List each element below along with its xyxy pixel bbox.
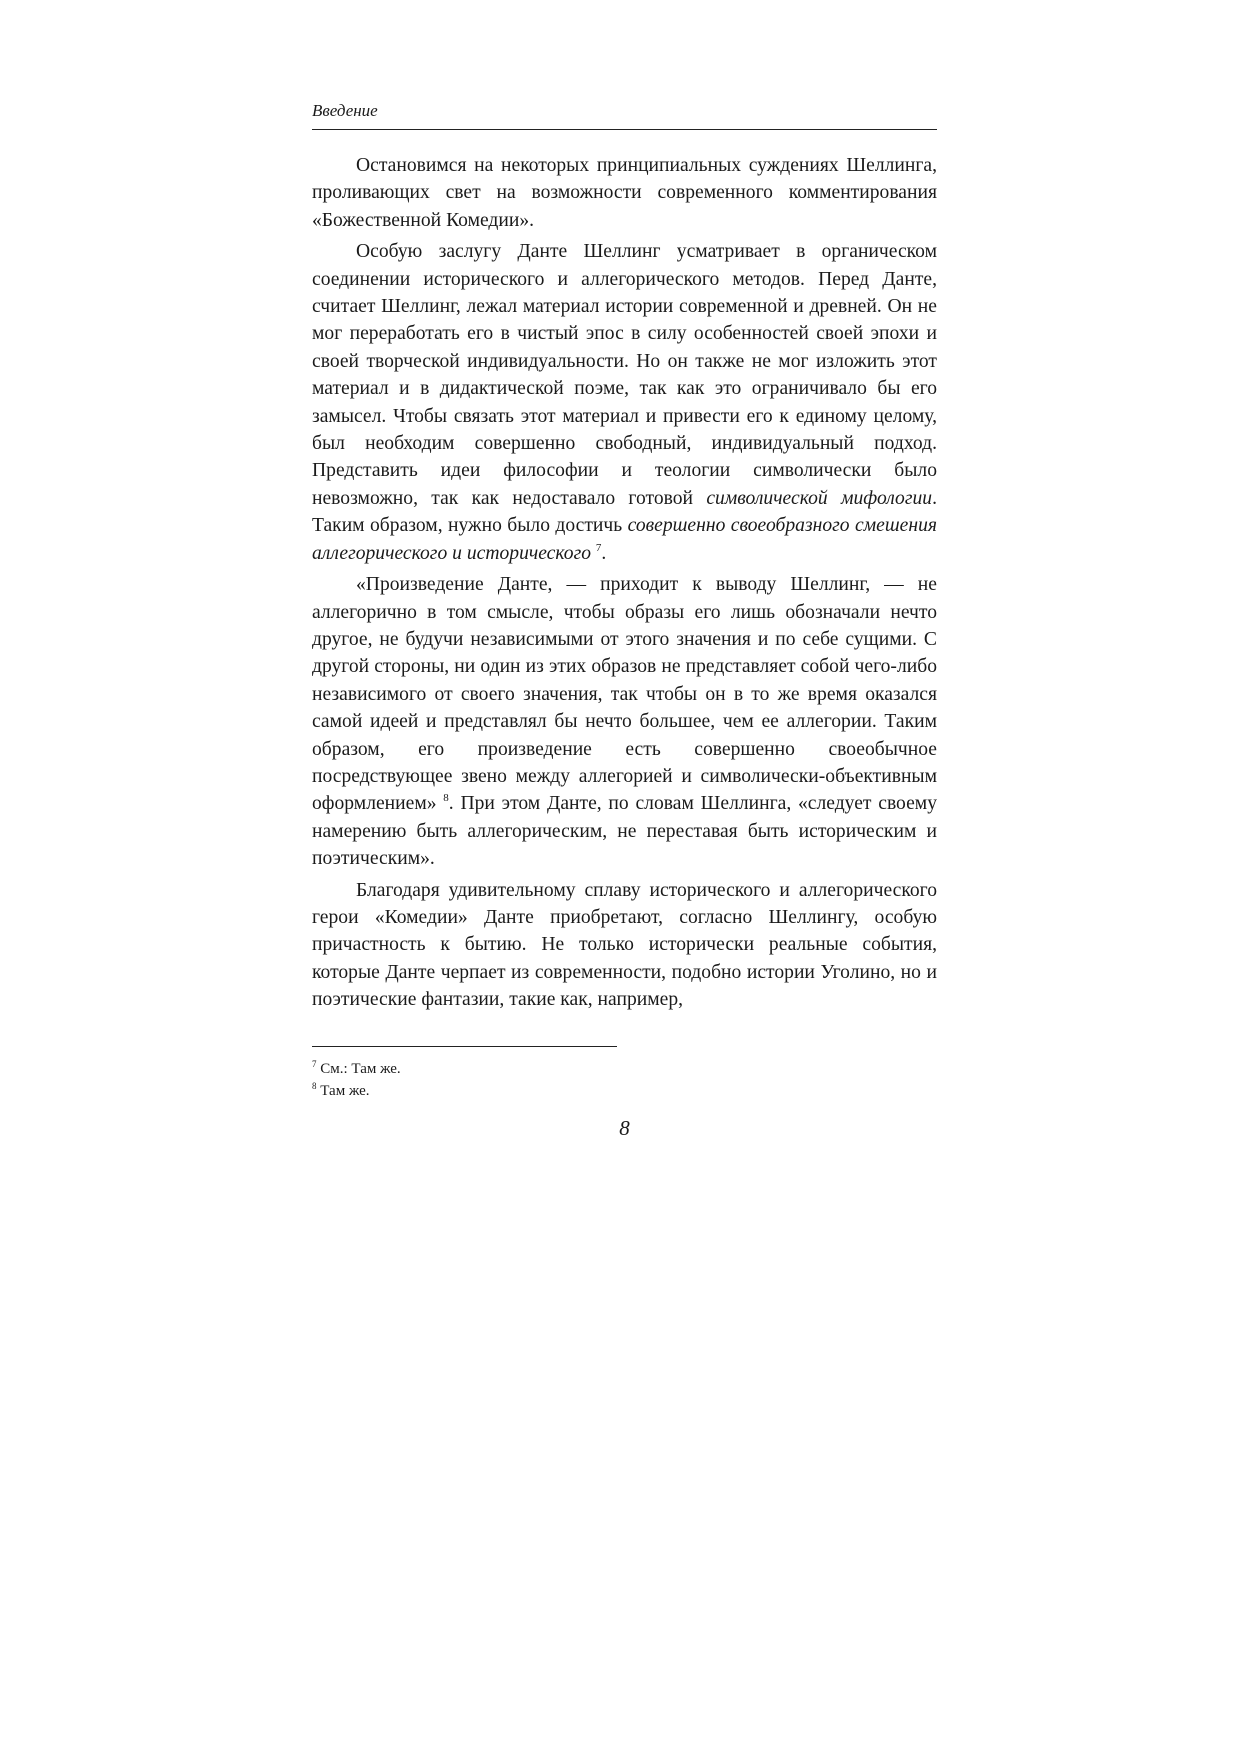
text-run: Остановимся на некоторых принципиальных суждениях Шеллинга, проливающих свет на возможности современного комментирования «Божественной Комедии». (312, 155, 937, 231)
footnote-ref: 7 (595, 541, 602, 554)
text-run: . Таким образом, нужно было достичь (312, 487, 937, 537)
footnote-ref: 8 (443, 792, 449, 805)
paragraph (312, 571, 937, 872)
footnote-text: См.: Там же. (320, 1061, 401, 1077)
text-run: . (601, 542, 607, 564)
italic-text: совершенно своеобразного смешения аллегорического и исторического (312, 515, 937, 564)
running-head: Введение (312, 101, 378, 120)
footnote-rule (312, 1046, 617, 1047)
header-rule (312, 129, 937, 130)
body-text (312, 152, 937, 1018)
paragraph (312, 877, 937, 1014)
text-run: Благодаря удивительному сплаву исторического и аллегорического герои «Комедии» Данте приобретают, согласно Шеллингу, особую причастность к бытию. Не только исторически реальные события, которые Данте черпает из современности, подобно истории Уголино, но и поэтические фантазии, такие как, например, (312, 879, 937, 1011)
text-run: «Произведение Данте, — приходит к выводу Шеллинг, — не аллегорично в том смысле, чтобы образы его лишь обозначали нечто другое, не будучи независимыми от этого значения и по себе сущими. С другой стороны, ни один из этих образов не представляет собой чего-либо независимого от своего значения, так чтобы он в то же время оказался самой идеей и представлял бы нечто большее, чем ее аллегории. Таким образом, его произведение есть совершенно своеобычное посредствующее звено между аллегорией и символически-объективным оформлением» (312, 574, 937, 815)
footnote (312, 1080, 937, 1102)
text-run: Особую заслугу Данте Шеллинг усматривает в органическом соединении исторического и аллегорического методов. Перед Данте, считает Шеллинг, лежал материал истории современной и древней. Он не мог переработать его в чистый эпос в силу особенностей своей эпохи и своей творческой индивидуальности. Но он также не мог изложить этот материал и в дидактической поэме, так как это ограничивало бы его замысел. Чтобы связать этот материал и привести его к единому целому, был необходим совершенно свободный, индивидуальный подход. Представить идеи философии и теологии символически было невозможно, так как недоставало готовой (312, 241, 937, 509)
text-run: . При этом Данте, по словам Шеллинга, «следует своему намерению быть аллегорическим, не переставая быть историческим и поэтическим». (312, 793, 937, 870)
footnote-text: Там же. (320, 1083, 370, 1099)
italic-text: символической мифологии (706, 487, 933, 509)
page-number: 8 (619, 1116, 630, 1140)
paragraph (312, 152, 937, 234)
footnote (312, 1058, 937, 1080)
paragraph (312, 238, 937, 567)
footnotes (312, 1058, 937, 1102)
footnote-number: 7 (312, 1059, 317, 1069)
footnote-number: 8 (312, 1081, 317, 1091)
